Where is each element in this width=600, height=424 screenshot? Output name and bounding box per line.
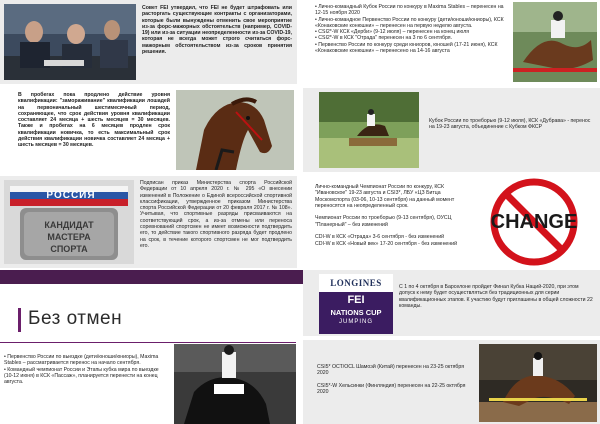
rule-top	[0, 342, 296, 343]
photo-cross-country	[319, 92, 419, 168]
sports-ministry-text: Подписан приказ Министерства спорта Российской Федерации от 10 апреля 2020 г. № 295 «О внесении изменений в Положение о Единой всероссийской спортивной классификации, утвержденное приказом Министерства спорта Российской Федерации от 20 февраля 2017 г. № 108». Учитывая, что спортивные разряды присваиваются на соответствующий срок, а из-за отмены или переноса соревнований спортсмен не имеет возможности подтвердить его, то действие такого спортивного разряда будет продлено на срок, в течение которого спортсмен не мог подтвердить его.	[140, 180, 292, 249]
photo-show-jumper	[513, 2, 597, 82]
panel-csi5-postponed	[303, 340, 600, 424]
photo-dressage	[174, 344, 296, 424]
badge-text-line4: СПОРТА	[50, 244, 88, 254]
badge-text-line2: КАНДИДАТ	[44, 220, 94, 230]
nations-cup-text: С 1 по 4 октября в Барселоне пройдет Финал Кубка Наций-2020, при этом допуск к нему будет осуществляться без традиционных для серии квалификационных этапов. К участию будут приглашены в общей сложности 22 команды.	[399, 284, 593, 309]
section-title-accent	[18, 308, 21, 332]
photo-badge	[4, 180, 134, 264]
longines-logo	[319, 274, 393, 334]
section-title: Без отмен	[28, 308, 123, 329]
photo-meeting	[4, 4, 136, 80]
eventing-cup-text: Кубок России по троеборью (9-12 июля), КСК «Дубрава» - перенос на 19-23 августа, объединение с Кубком ФКСР	[429, 118, 591, 131]
change-sign	[473, 178, 595, 266]
jumping-postponed-text: • Лично-командный Кубок России по конкуру в Maxima Stables – перенесен на 12-15 ноября 2020 • Лично-командное Первенство России по конкуру (дети/юноши/юниоры), КСК «Конаковские конюшни» – перенесен на первую неделю августа. • CSI2*-W КСК «Дерби» (9-12 июля) – перенесен на конец июля • CSI2*-W в КСК "Отрада" перенесен на 3 по 6 сентября. • Первенство России по конкуру среди юниоров, юношей (17-21 июня), КСК «Конаковские конюшни» – перенесено на 14-16 августа	[315, 4, 504, 55]
nations-cup-line1: NATIONS CUP	[330, 308, 382, 317]
eventing-qualification-text: В пробегах пока продлено действие уровня квалификации: "замораживание" квалификации лошадей на первоначальный шестимесячный период, сохраняющее, что срок действия уровня квалификации составляет 24 месяца + шесть месяцев = 30 месяцев. Также и пробегах на 6 месяцев продлен срок квалификации новичка, то есть максимальный срок действия квалификации новичка составляет 24 месяца + шесть месяцев = 30 месяцев.	[18, 92, 170, 149]
badge-text-line1: РОССИЯ	[46, 190, 96, 201]
panel-eventing-qualification	[0, 88, 297, 172]
panel-jumping-postponed	[303, 0, 600, 84]
longines-brand: LONGINES	[330, 278, 382, 288]
panel-nations-cup	[303, 270, 600, 336]
panel-dressage	[0, 344, 297, 424]
panel-championship-postponed	[303, 176, 600, 268]
badge-text-line3: МАСТЕРА	[47, 232, 91, 242]
panel-eventing-cup	[303, 88, 600, 172]
photo-jumper-arena	[479, 344, 597, 422]
panel-fei-council	[0, 0, 297, 84]
dressage-text: • Первенство России по выездке (дети/юноши/юниоры), Maxima Stables – рассматривается перенос на начало сентября. • Командный чемпионат России и Этапы кубка мира по выездке (10-12 июня) в КСК «Пассаж», планируется перенести на конец августа.	[4, 354, 159, 386]
fei-mark: FEI	[347, 294, 365, 306]
photo-horse-head	[176, 90, 294, 170]
championship-postponed-text: Лично-командный Чемпионат России по конкуру, КСК "Ивановское" 19-23 августа и CSI3*, ЛБУ «ЦЗ Битца Москомспорта (03-06, 10-13 сентября) на данный момент переносятся на неопределенный срок. Чемпионат России по троеборью (9-13 сентября), ОУСЦ "Планерный" – без изменений CDI-W в КСК «Отрада» 3-6 сентября - без изменений CDI-W в КСК «Новый век» 17-20 сентября - без изменений	[315, 184, 457, 247]
csi5-text: CSI5* ОСТ/ОСL Шамоэй (Китай) перенесен на 23-25 октября 2020 CSI5*-W Хельсинки (Финляндия) перенесен на 22-25 октября 2020	[317, 364, 466, 396]
fei-council-text: Совет FEI утвердил, что FEI не будет штрафовать или расторгать существующие контракты с организаторами, которые были вынуждены отменить свое мероприятие из-за форс-мажорных обстоятельств (например, COVID-19) или из-за ситуации неопределенности из-за COVID-19, которая не всегда может строго считаться форс-мажорным обстоятельством из-за сроков принятия решения.	[142, 5, 292, 56]
nations-cup-line2: JUMPING	[339, 319, 373, 325]
panel-sports-ministry	[0, 176, 297, 268]
change-word: CHANGE	[490, 211, 578, 233]
